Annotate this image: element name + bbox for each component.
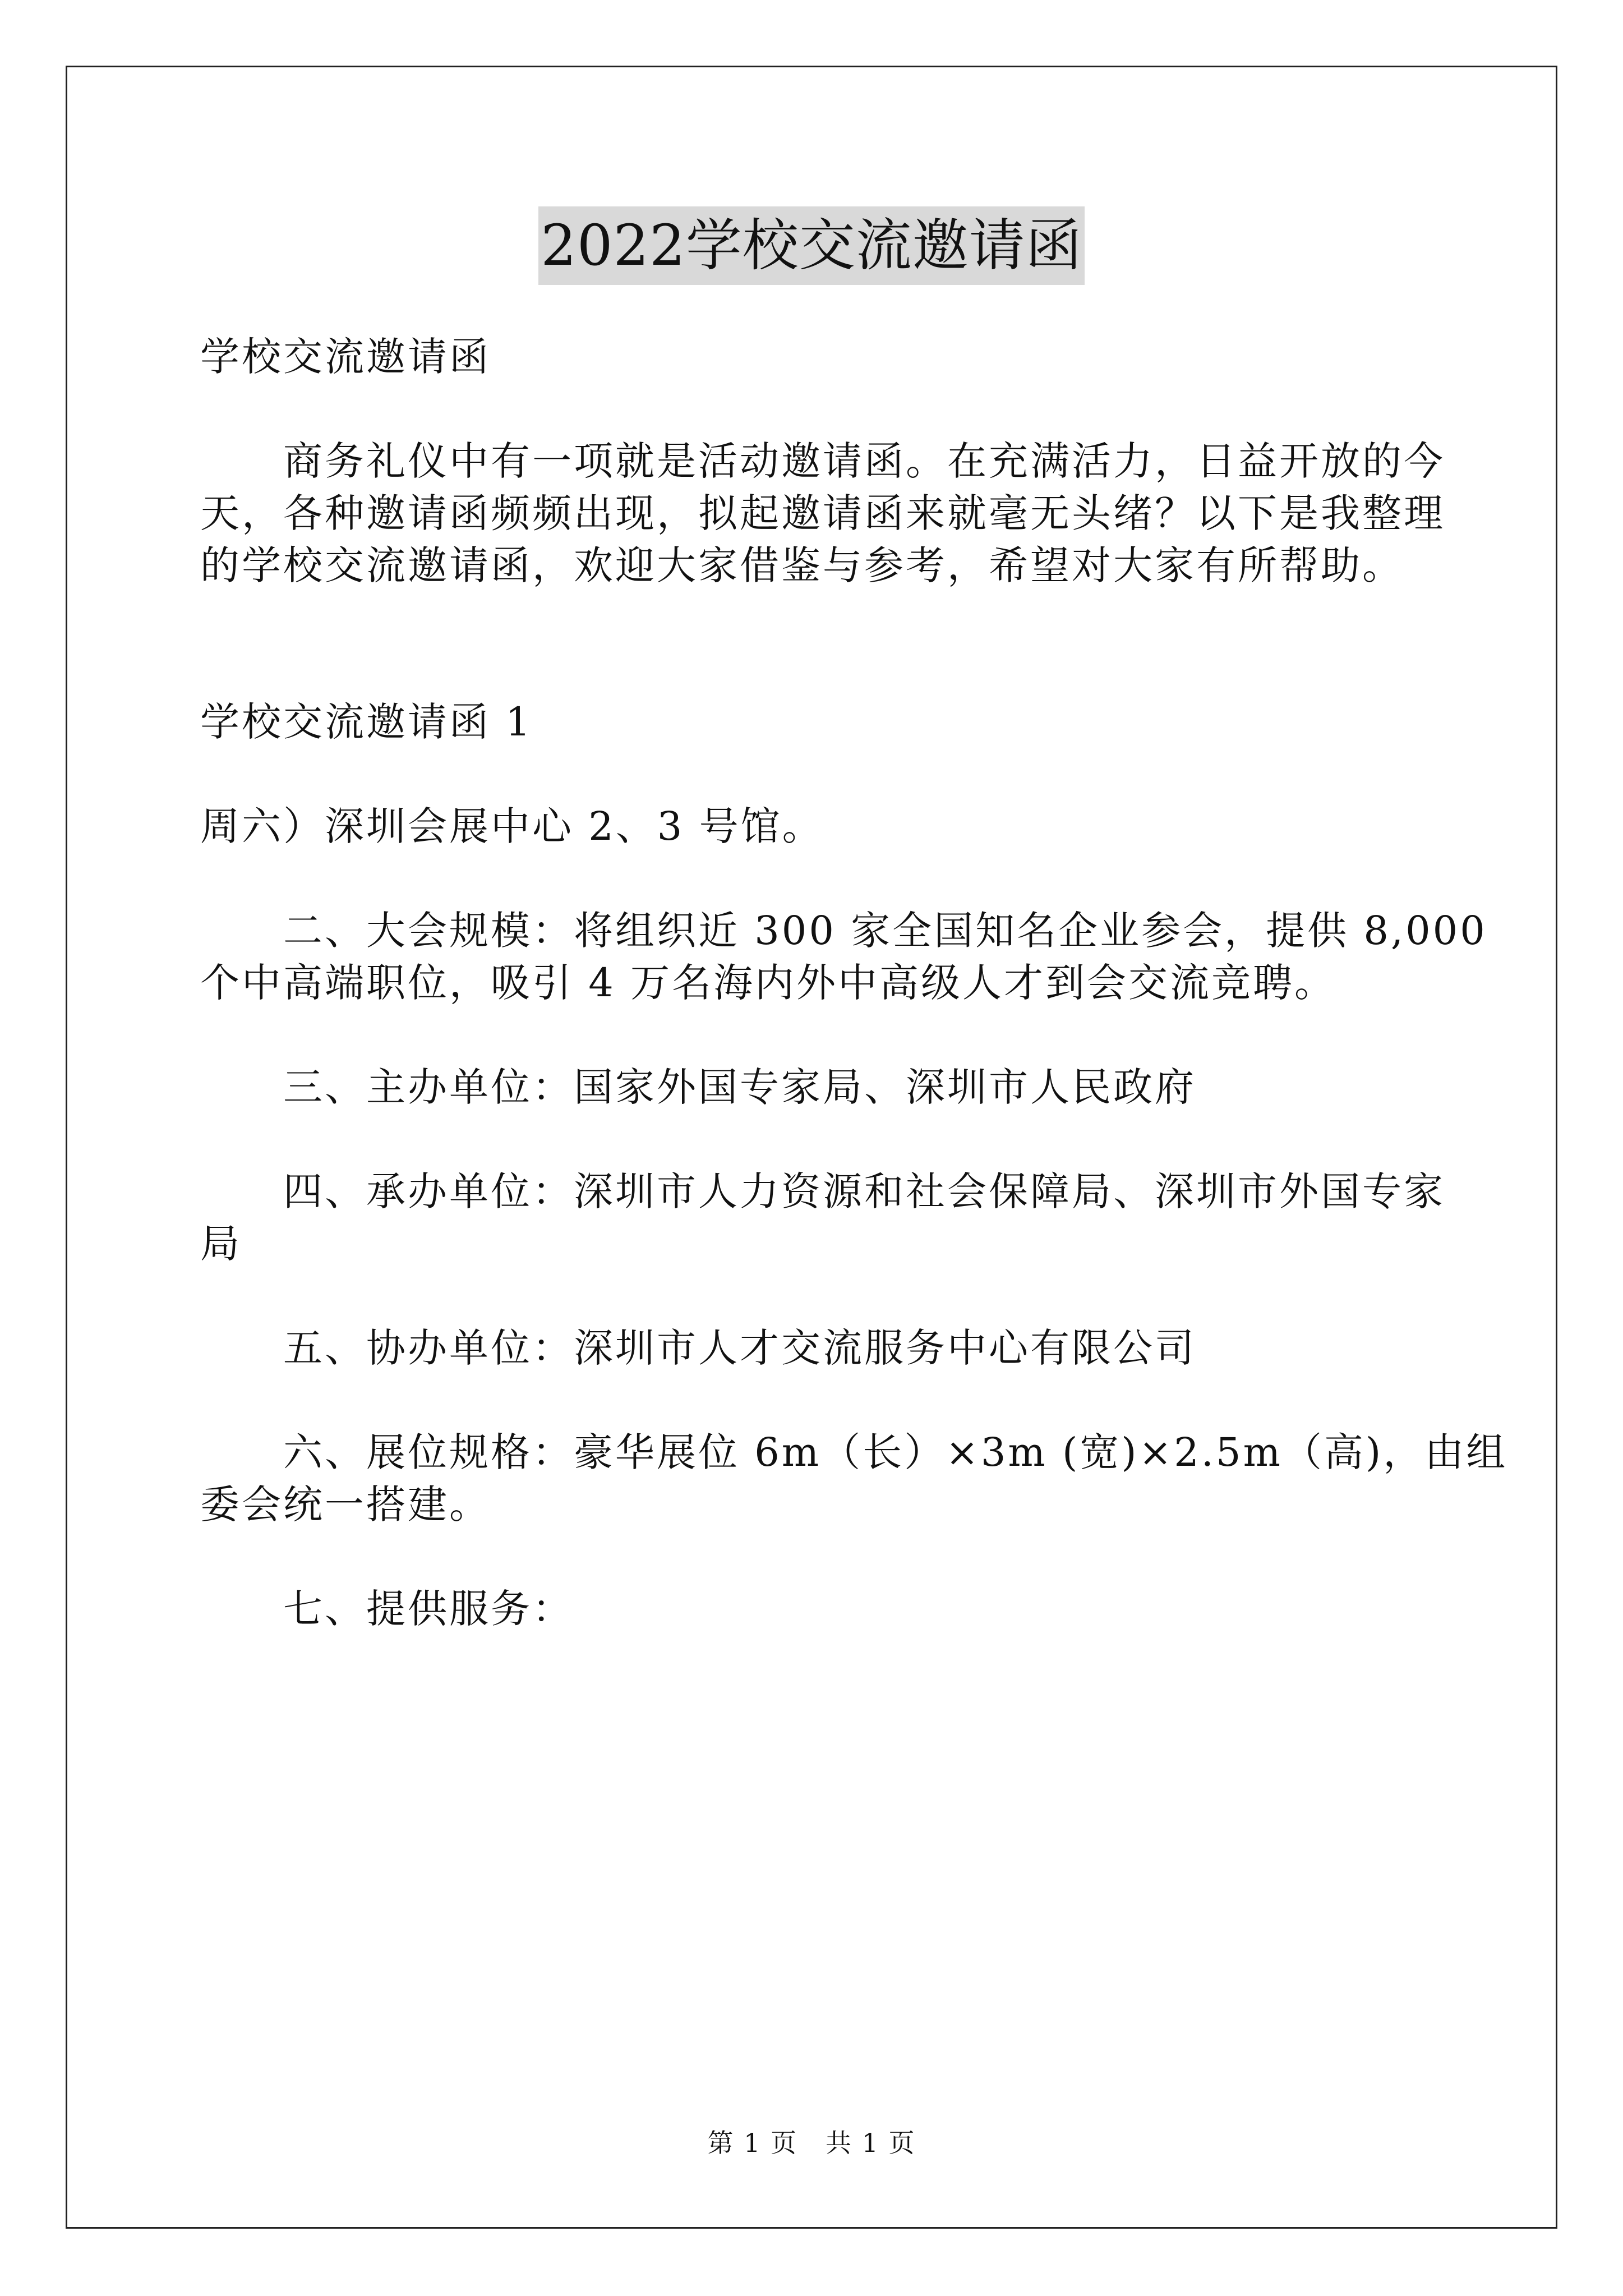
text-line: 委会统一搭建。	[200, 1481, 491, 1527]
text-line: 天，各种邀请函频频出现，拟起邀请函来就毫无头绪？以下是我整理	[200, 490, 1445, 536]
text-line: 五、协办单位：深圳市人才交流服务中心有限公司	[283, 1325, 1196, 1371]
paragraph	[200, 800, 1434, 853]
text-line: 四、承办单位：深圳市人力资源和社会保障局、深圳市外国专家	[283, 1168, 1445, 1214]
paragraph-spacing	[200, 383, 1434, 435]
text-line: 学校交流邀请函	[200, 334, 491, 380]
text-line: 局	[200, 1221, 242, 1267]
page-number: 第 1 页	[707, 2128, 797, 2158]
paragraph-spacing	[200, 1270, 1434, 1322]
paragraph-spacing	[200, 748, 1434, 800]
paragraph-spacing	[200, 592, 1434, 696]
paragraph-spacing	[200, 1114, 1434, 1166]
paragraph-spacing	[200, 1531, 1434, 1583]
paragraph	[200, 1583, 1434, 1635]
document-title: 2022学校交流邀请函	[538, 206, 1085, 285]
text-line: 二、大会规模：将组织近 300 家全国知名企业参会，提供 8,000	[283, 908, 1487, 954]
document-body	[200, 331, 1508, 1635]
title-container	[0, 206, 1623, 285]
paragraph	[200, 905, 1487, 1009]
text-line: 学校交流邀请函 1	[200, 699, 533, 745]
text-line: 三、主办单位：国家外国专家局、深圳市人民政府	[283, 1064, 1196, 1110]
paragraph	[200, 1061, 1434, 1114]
text-line: 个中高端职位，吸引 4 万名海内外中高级人才到会交流竞聘。	[200, 960, 1336, 1006]
text-line: 六、展位规格：豪华展位 6m（长）×3m (宽)×2.5m（高)，由组	[283, 1429, 1508, 1475]
paragraph	[200, 1427, 1508, 1531]
page-total: 共 1 页	[826, 2128, 916, 2158]
paragraph	[200, 435, 1445, 592]
paragraph	[200, 1322, 1434, 1374]
text-line: 周六）深圳会展中心 2、3 号馆。	[200, 803, 824, 849]
paragraph	[200, 696, 1434, 748]
paragraph	[200, 331, 1434, 383]
text-line: 的学校交流邀请函，欢迎大家借鉴与参考，希望对大家有所帮助。	[200, 542, 1404, 588]
paragraph-spacing	[200, 1009, 1434, 1061]
paragraph	[200, 1166, 1445, 1270]
text-line: 七、提供服务：	[283, 1586, 574, 1632]
text-line: 商务礼仪中有一项就是活动邀请函。在充满活力，日益开放的今	[283, 438, 1445, 484]
page-footer	[0, 2126, 1623, 2160]
paragraph-spacing	[200, 853, 1434, 905]
paragraph-spacing	[200, 1374, 1434, 1427]
